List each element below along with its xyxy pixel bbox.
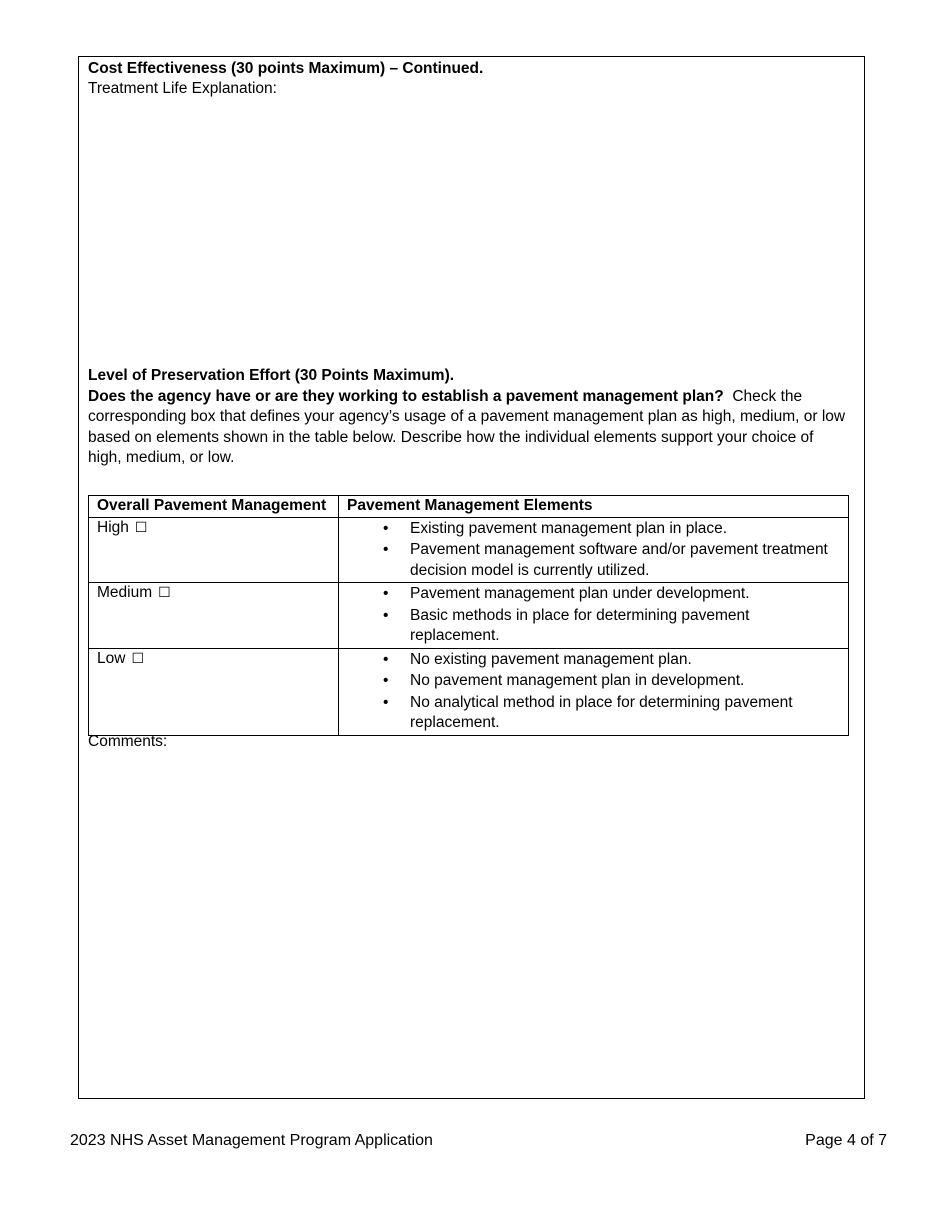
preservation-effort-section [88, 366, 850, 469]
form-frame [78, 56, 865, 1099]
high-checkbox[interactable]: ☐ [134, 519, 148, 536]
list-item: • No existing pavement management plan. [347, 649, 840, 672]
preservation-effort-heading: Level of Preservation Effort (30 Points Maximum). [88, 367, 455, 384]
table-row [89, 648, 849, 735]
level-label: Medium [97, 584, 153, 601]
footer-title: 2023 NHS Asset Management Program Application [70, 1132, 433, 1149]
comments-label: Comments: [88, 733, 168, 750]
level-cell-high [89, 517, 339, 583]
pm-plan-question: Does the agency have or are they working to establish a pavement management plan? [88, 387, 724, 405]
elements-cell [339, 517, 849, 583]
column-header-elements: Pavement Management Elements [339, 496, 849, 518]
list-item: • No pavement management plan in development. [347, 671, 840, 693]
pavement-management-table [88, 495, 849, 736]
column-header-overall: Overall Pavement Management [89, 496, 339, 518]
table-row [89, 583, 849, 649]
list-item: • Pavement management plan under development. [347, 583, 840, 606]
preservation-effort-question [88, 387, 850, 469]
table-header-row [89, 496, 849, 518]
list-item: • Pavement management software and/or pavement treatment decision model is currently utilized. [347, 540, 840, 582]
list-item: • No analytical method in place for determining pavement replacement. [347, 693, 840, 735]
low-checkbox[interactable]: ☐ [131, 650, 144, 667]
level-cell-low [89, 648, 339, 735]
list-item: • Existing pavement management plan in place. [347, 518, 840, 541]
list-item: • Basic methods in place for determining pavement replacement. [347, 606, 840, 648]
page-number: Page 4 of 7 [805, 1132, 887, 1149]
cost-effectiveness-heading: Cost Effectiveness (30 points Maximum) – Continued. [88, 60, 484, 77]
medium-checkbox[interactable]: ☐ [158, 585, 171, 601]
elements-cell [339, 583, 849, 649]
table-row [89, 517, 849, 583]
elements-cell [339, 648, 849, 735]
treatment-life-label: Treatment Life Explanation: [88, 80, 277, 97]
pm-plan-instructions: Check the corresponding box that defines your agency’s usage of a pavement management plan as high, medium, or low based on elements shown in the table below. Describe how the individual elements support your choice of high, medium, or low. [88, 387, 846, 466]
level-label: High [97, 518, 129, 536]
level-label: Low [97, 649, 126, 667]
level-cell-medium [89, 583, 339, 649]
